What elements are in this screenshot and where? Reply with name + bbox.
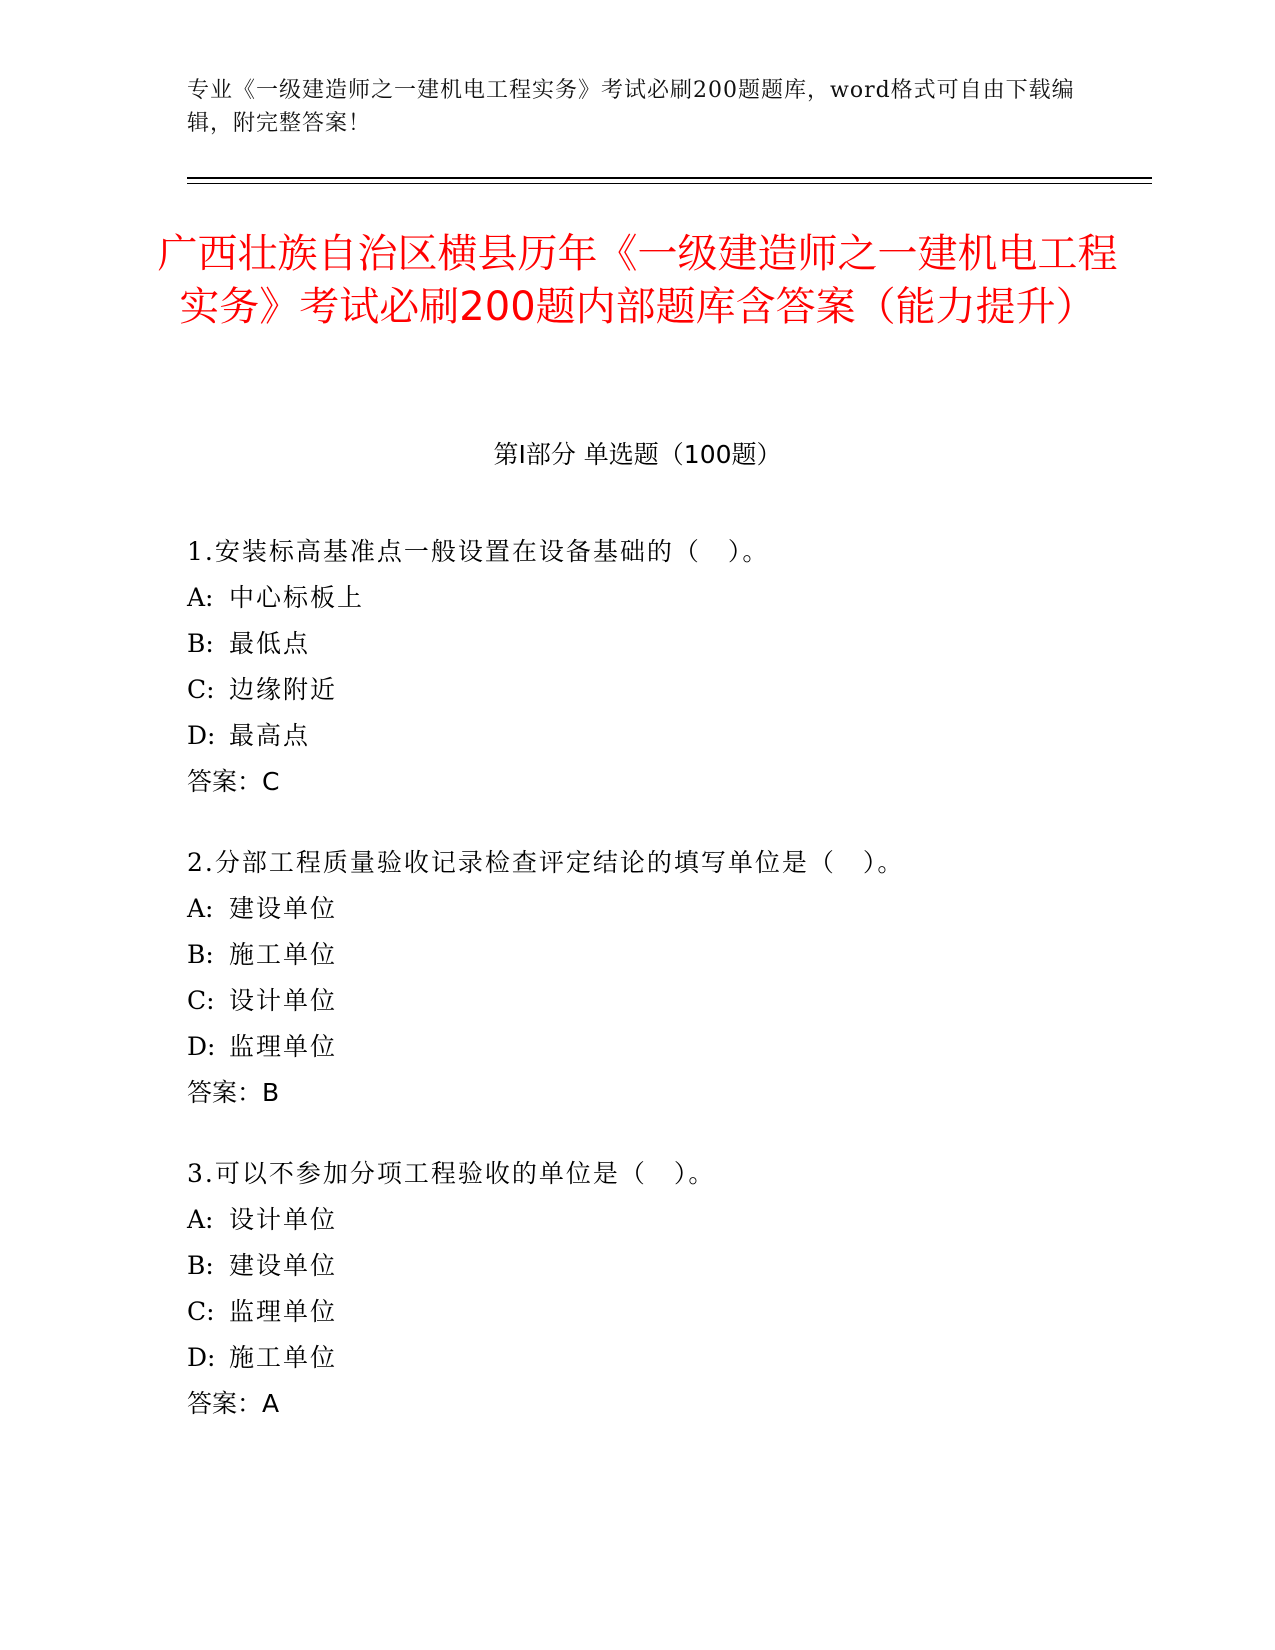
- option-key: C:: [187, 675, 215, 704]
- option-text: 最高点: [229, 721, 311, 750]
- option-d: [187, 713, 1147, 759]
- option-text: 最低点: [229, 629, 311, 658]
- option-a: [187, 575, 1147, 621]
- question-1: [187, 529, 1147, 805]
- answer-label: 答案：: [187, 1389, 263, 1418]
- question-3: [187, 1151, 1147, 1427]
- answer-line: [187, 1381, 1147, 1427]
- answer-value: A: [262, 1389, 280, 1418]
- section-heading: 第I部分 单选题（100题）: [493, 440, 782, 469]
- option-key: B:: [187, 940, 214, 969]
- option-key: C:: [187, 1297, 215, 1326]
- option-c: [187, 667, 1147, 713]
- option-key: A:: [187, 583, 214, 612]
- answer-line: [187, 1070, 1147, 1116]
- option-a: [187, 886, 1147, 932]
- option-b: [187, 621, 1147, 667]
- option-text: 中心标板上: [229, 583, 365, 612]
- answer-value: C: [262, 767, 280, 796]
- answer-line: [187, 759, 1147, 805]
- option-key: B:: [187, 629, 214, 658]
- option-text: 边缘附近: [229, 675, 338, 704]
- option-text: 建设单位: [229, 894, 338, 923]
- question-stem: 1.安装标高基准点一般设置在设备基础的（ ）。: [187, 537, 770, 566]
- option-c: [187, 978, 1147, 1024]
- option-text: 设计单位: [229, 986, 338, 1015]
- option-text: 监理单位: [229, 1032, 338, 1061]
- option-c: [187, 1289, 1147, 1335]
- answer-label: 答案：: [187, 767, 263, 796]
- option-key: A:: [187, 894, 214, 923]
- option-text: 施工单位: [229, 1343, 338, 1372]
- header-divider-thick: [187, 177, 1152, 179]
- question-stem: 3.可以不参加分项工程验收的单位是（ ）。: [187, 1159, 716, 1188]
- question-stem: 2.分部工程质量验收记录检查评定结论的填写单位是（ ）。: [187, 848, 905, 877]
- option-text: 建设单位: [229, 1251, 338, 1280]
- header-divider-thin: [187, 183, 1152, 184]
- option-key: D:: [187, 1032, 216, 1061]
- option-text: 设计单位: [229, 1205, 338, 1234]
- option-key: B:: [187, 1251, 214, 1280]
- option-d: [187, 1024, 1147, 1070]
- option-text: 监理单位: [229, 1297, 338, 1326]
- option-d: [187, 1335, 1147, 1381]
- option-key: D:: [187, 721, 216, 750]
- answer-label: 答案：: [187, 1078, 263, 1107]
- option-b: [187, 932, 1147, 978]
- answer-value: B: [262, 1078, 280, 1107]
- option-text: 施工单位: [229, 940, 338, 969]
- option-b: [187, 1243, 1147, 1289]
- option-key: A:: [187, 1205, 214, 1234]
- option-a: [187, 1197, 1147, 1243]
- option-key: C:: [187, 986, 215, 1015]
- option-key: D:: [187, 1343, 216, 1372]
- question-2: [187, 840, 1147, 1116]
- question-list: [187, 529, 1147, 1462]
- document-title: 广西壮族自治区横县历年《一级建造师之一建机电工程实务》考试必刷200题内部题库含答案（能力提升）: [157, 231, 1118, 330]
- header-note: 专业《一级建造师之一建机电工程实务》考试必刷200题题库，word格式可自由下载编辑，附完整答案！: [187, 78, 1075, 136]
